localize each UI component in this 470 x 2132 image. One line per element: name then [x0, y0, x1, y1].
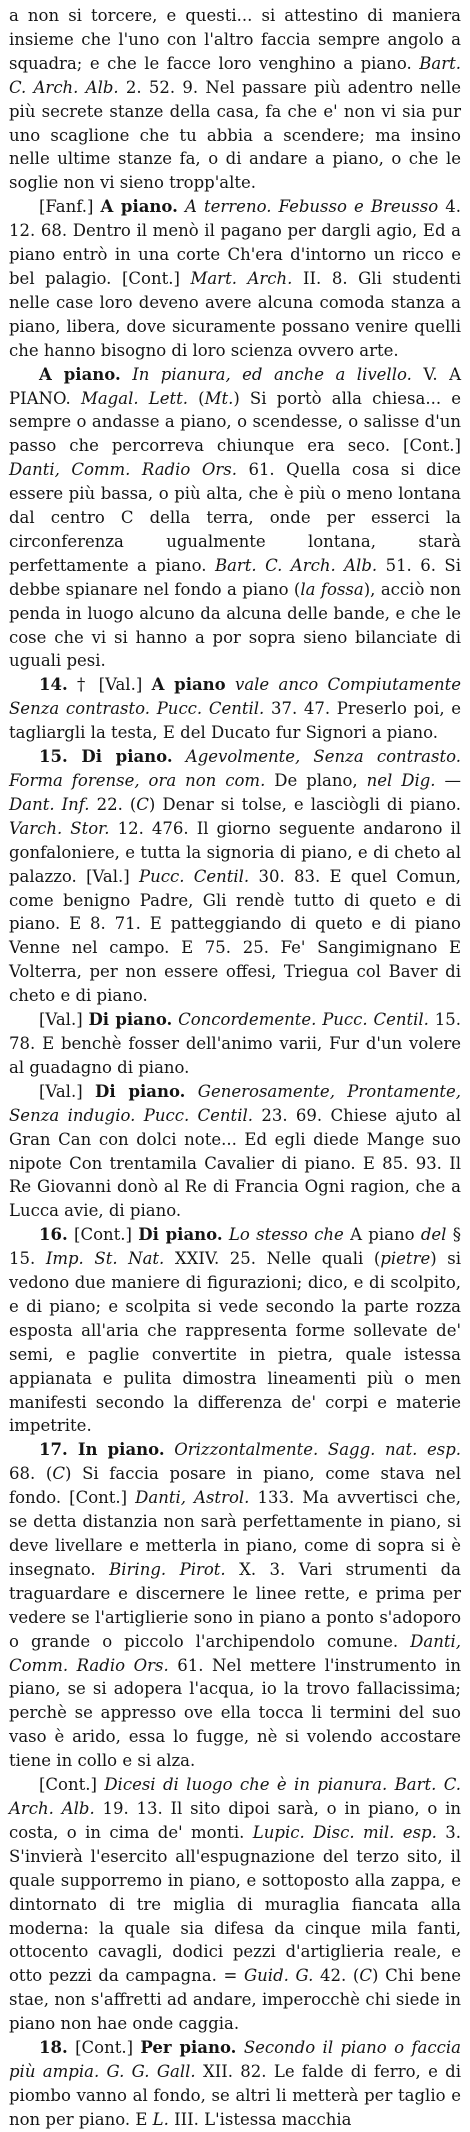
italic-text: Biring. Pirot. — [109, 1559, 226, 1579]
body-text: 61. Quella cosa si dice essere più bassa, o più alta, che è più o meno lontana dal centro C della terra, onde per esserci la circonferenza ugualmente lontana, starà perfettamente a piano. — [9, 460, 462, 575]
body-text: XXIV. 25. Nelle quali ( — [164, 1249, 381, 1269]
entry-headword: A piano. — [39, 364, 121, 384]
entry-headword: Di piano. — [88, 1010, 173, 1030]
entry-paragraph — [9, 4, 461, 195]
body-text: [Cont.] — [39, 1775, 105, 1795]
italic-text: la fossa — [300, 579, 364, 599]
italic-text: Varch. Stor. — [9, 818, 110, 838]
body-text: [Cont.] — [67, 2038, 141, 2058]
entry-headword: 14. — [39, 675, 68, 695]
entry-paragraph — [9, 195, 461, 362]
italic-text: Danti, Comm. Radio Ors. — [9, 460, 237, 480]
body-text: 3. S'invierà l'esercito all'espugnazione del terzo sito, il quale supporremo in piano, e sottoposto alla zappa, e dintornato di tre miglia di muraglia fiancata alla moderna: la quale sia difesa da cinque mila fanti, ottocento cavagli, dodici pezzi d'artiglieria reale, e otto pezzi da campagna. = — [9, 1822, 461, 1986]
body-text: [Val.] — [39, 1081, 96, 1101]
entry-headword: Per piano. — [140, 2038, 237, 2058]
italic-text: Magal. Lett. — [80, 388, 188, 408]
italic-text: vale anco Compiutamente Senza contrasto. Pucc. Centil. — [9, 675, 462, 719]
body-text: 51. 6. Si debbe spianare nel fondo a piano ( — [9, 555, 461, 599]
italic-text: Dicesi di luogo che è in pianura. Bart. C. Arch. Alb. — [9, 1775, 461, 1818]
italic-text: Imp. St. Nat. — [45, 1249, 165, 1269]
entry-headword: Di piano. — [138, 1225, 223, 1245]
italic-text: pietre — [380, 1249, 431, 1269]
italic-text: C — [52, 1464, 65, 1484]
italic-text: C — [359, 1966, 372, 1986]
body-text: 23. 69. Chiese ajuto al Gran Can con dolci note... Ed egli diede Mange suo nipote Con trentamila Cavalier di piano. E 85. 93. Il Re Giovanni donò al Re di Francia Ogni ragion, che a Lucca avie, di piano. — [9, 1105, 461, 1221]
italic-text: Concordemente. Pucc. Centil. — [178, 1010, 429, 1030]
italic-text: L. — [152, 2109, 169, 2129]
italic-text: C — [136, 794, 149, 814]
entry-paragraph — [9, 673, 461, 745]
italic-text: Lupic. Disc. mil. esp. — [252, 1822, 437, 1842]
body-text: 68. ( — [9, 1464, 53, 1484]
italic-text: A terreno. Febusso e Breusso — [185, 197, 439, 217]
body-text: De plano, — [265, 771, 367, 790]
body-text — [121, 365, 132, 384]
body-text — [165, 1440, 175, 1459]
body-text: [Val.] — [39, 1010, 89, 1030]
italic-text: Generosamente, Prontamente, Senza indugio. Pucc. Centil. — [9, 1081, 461, 1125]
body-text: 12. 476. Il giorno seguente andarono il gonfaloniere, e tutta la signoria di piano, e di cheto al palazzo. [Val.] — [9, 818, 461, 886]
entry-headword: 15. Di piano. — [39, 747, 173, 767]
entry-paragraph — [9, 1223, 461, 1438]
body-text: ( — [187, 388, 205, 408]
entry-headword: Di piano. — [95, 1081, 186, 1101]
body-text: ), acciò non penda in luogo alcuno da alcuna delle bande, e che le cose che vi si hanno a por sopra sieno bilanciate di uguali pesi. — [9, 579, 461, 671]
body-text — [236, 2038, 243, 2057]
body-text: ) Denar si tolse, e lasciògli di piano. — [148, 794, 461, 814]
body-text: II. 8. Gli studenti nelle case loro deveno avere alcuna comoda stanza a piano, libera, dove sicuramente possano venire quelli che hanno bisogno di loro scienza ovvero arte. — [9, 268, 461, 360]
entry-paragraph — [9, 363, 461, 674]
italic-text: nel Dig. — Dant. Inf. — [9, 771, 461, 814]
italic-text: In pianura, ed anche a livello. — [132, 364, 412, 384]
body-text — [226, 675, 235, 694]
entry-headword: 17. In piano. — [39, 1440, 165, 1460]
italic-text: del — [420, 1225, 447, 1245]
body-text: [Fanf.] — [39, 197, 101, 217]
body-text — [178, 197, 185, 216]
body-text: XII. 82. Le falde di ferro, e di piombo vanno al fondo, se altri li metterà per taglio e non per piano. E — [9, 2061, 461, 2129]
entry-paragraph — [9, 2036, 461, 2132]
body-text: 4. 12. 68. Dentro il menò il pagano per dargli agio, Ed a piano entrò in una corte Ch'era d'intorno un ricco e bel palagio. [Cont.] — [9, 197, 461, 288]
body-text: 30. 83. E quel Comun, come benigno Padre, Gli rendè tutto di queto e di piano. E 8. 71. E patteggiando di queto e di piano Venne nel campo. E 75. 25. Fe' Sangimignano E Volterra, per non essere offesi, Triegua col Baver di cheto e di piano. — [9, 866, 462, 1006]
body-text: 22. ( — [89, 794, 137, 814]
body-text: ) si vedono due maniere di figurazioni; dico, e di scolpito, e di piano; e scolpita si vede secondo la parte rozza esposta all'aria che rappresenta forme sollevate de' semi, e paglie convertite in pietra, quale istessa appianata e pulita dimostra lineamenti più o men manifesti secondo la differenza de' corpi e materie impetrite. — [9, 1249, 461, 1436]
body-text: 133. Ma avvertisci che, se detta distanzia non sarà perfettamente in piano, si deve livellare e metterla in piano, come di sopra si è insegnato. — [9, 1488, 461, 1579]
body-text: V. A PIANO. — [9, 364, 462, 408]
body-text: 2. 52. 9. Nel passare più adentro nelle più secrete stanze della casa, fa che e' non vi sia pur uno scaglione che tu abbia a scendere; ma insino nelle ultime stanze fa, o di andare a piano, o che le soglie non vi sieno tropp'alte. — [9, 77, 461, 193]
entry-headword: 16. — [39, 1225, 68, 1245]
entry-paragraph — [9, 1008, 461, 1080]
body-text: § 15. — [9, 1225, 462, 1269]
body-text: ) Si faccia posare in piano, come stava nel fondo. [Cont.] — [9, 1464, 461, 1508]
italic-text: Agevolmente, Senza contrasto. Forma forense, ora non com. — [9, 747, 461, 790]
entry-headword: A piano — [151, 675, 226, 695]
body-text: 19. 13. Il sito dipoi sarà, o in piano, o in costa, o in cima de' monti. — [9, 1798, 461, 1842]
body-text: X. 3. Vari strumenti da traguardare e discernere le linee rette, e prima per vedere se l'artiglierie sono in piano a ponto s'adoporo o grande o piccolo l'archipendolo comune. — [9, 1559, 461, 1651]
body-text: A piano — [343, 1225, 421, 1245]
italic-text: Mart. Arch. — [190, 268, 293, 288]
entry-paragraph — [9, 745, 461, 1008]
italic-text: Guid. G. — [244, 1966, 314, 1986]
italic-text: Secondo il piano o faccia più ampia. G. G. Gall. — [9, 2038, 461, 2081]
entry-paragraph — [9, 1438, 461, 1773]
italic-text: Pucc. Centil. — [138, 866, 250, 886]
entry-headword: A piano. — [100, 197, 178, 217]
body-text: [Cont.] — [67, 1225, 139, 1245]
italic-text: Bart. C. Arch. Alb. — [214, 555, 378, 575]
italic-text: Mt. — [204, 388, 234, 408]
italic-text: Danti, Comm. Radio Ors. — [9, 1631, 461, 1675]
body-text: a non si torcere, e questi... si attestino di maniera insieme che l'uno con l'altro faccia sempre angolo a squadra; e che le facce loro venghino a piano. — [9, 6, 461, 73]
body-text: ) Si portò alla chiesa... e sempre o andasse a piano, o scendesse, o salisse d'un passo che percorreva chiunque era seco. [Cont.] — [9, 388, 461, 456]
entry-headword: 18. — [39, 2038, 68, 2058]
italic-text: Bart. C. Arch. Alb. — [9, 53, 461, 97]
body-text — [173, 747, 186, 766]
body-text: † [Val.] — [67, 675, 152, 695]
entry-paragraph — [9, 1080, 461, 1223]
body-text: 37. 47. Preserlo poi, e tagliargli la testa, E del Ducato fur Signori a piano. — [9, 699, 461, 743]
italic-text: Danti, Astrol. — [135, 1488, 250, 1508]
body-text — [185, 1082, 197, 1101]
body-text: 42. ( — [313, 1966, 360, 1986]
italic-text: Orizzontalmente. Sagg. nat. esp. — [174, 1440, 461, 1460]
body-text: ) Chi bene stae, non s'affretti ad andare, imperocchè chi siede in piano non hae onde caggia. — [9, 1966, 461, 2034]
entry-paragraph — [9, 1773, 461, 2036]
italic-text: Lo stesso che — [228, 1225, 344, 1245]
body-text: 61. Nel mettere l'instrumento in piano, se si adopera l'acqua, io la trovo fallacissima; perchè se appresso ove ella tocca li termini del suo vaso è arido, essa lo fugge, nè si volendo accostare tiene in collo e si alza. — [9, 1655, 461, 1771]
body-text: 15. 78. E benchè fosser dell'animo varii, Fur d'un volere al guadagno di piano. — [9, 1010, 461, 1077]
body-text: III. L'istessa macchia — [168, 2109, 352, 2129]
